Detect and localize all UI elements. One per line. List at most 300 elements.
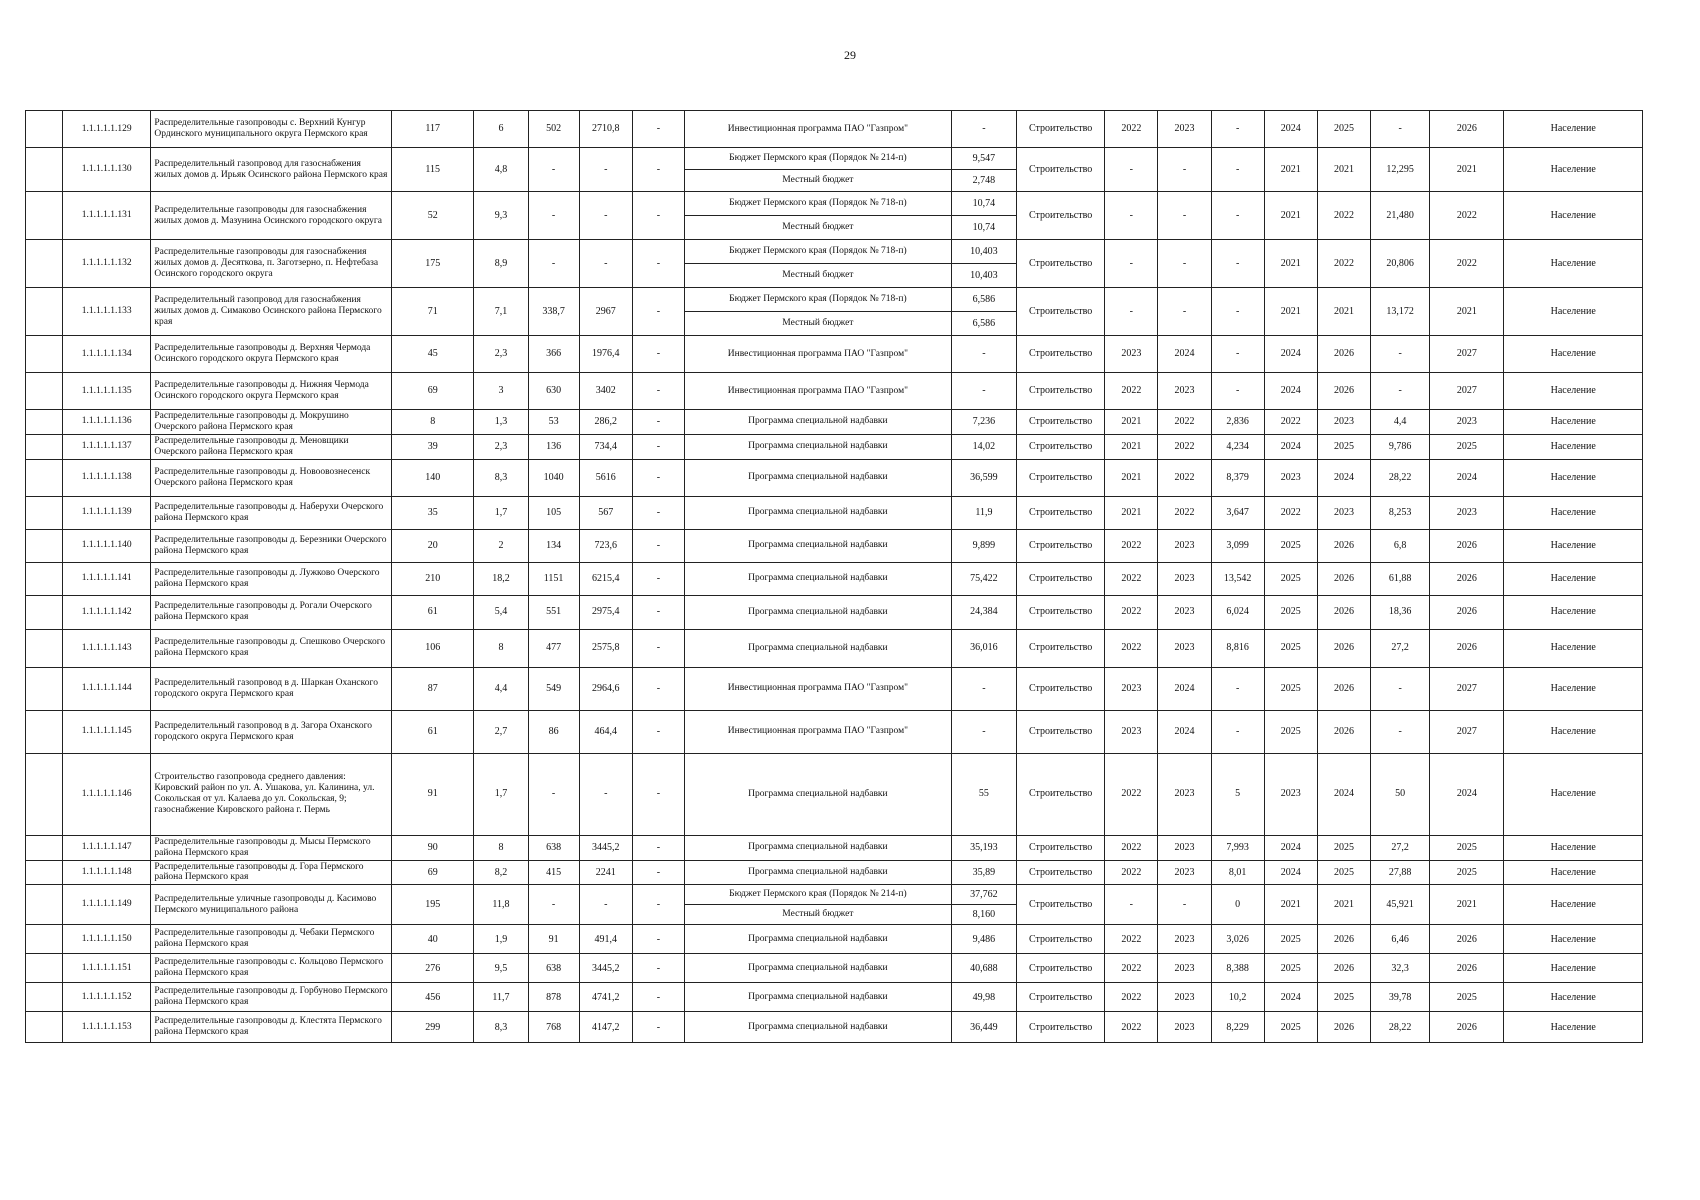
year-cell: 2022	[1105, 529, 1158, 562]
object-name: Распределительные газопроводы д. Чебаки Пермского района Пермского края	[151, 925, 392, 954]
year-cell: 2021	[1264, 240, 1317, 288]
value-cell: 1040	[528, 459, 579, 496]
value-cell: -	[632, 434, 684, 459]
consumer-category: Население	[1504, 835, 1643, 860]
value-cell: 6,024	[1211, 595, 1264, 629]
funding-amount: 7,236	[951, 410, 1016, 435]
table-row	[26, 496, 1643, 529]
value-cell: 27,2	[1371, 629, 1430, 667]
object-name: Распределительные газопроводы с. Верхний Кунгур Ординского муниципального округа Пермского края	[151, 111, 392, 148]
value-cell: -	[1371, 710, 1430, 753]
value-cell: -	[579, 148, 632, 192]
value-cell: 2,7	[474, 710, 528, 753]
value-cell: 6	[474, 111, 528, 148]
funding-source: Инвестиционная программа ПАО "Газпром"	[684, 336, 951, 373]
year-cell: 2026	[1317, 925, 1370, 954]
year-cell: 2023	[1317, 410, 1370, 435]
funding-source: Программа специальной надбавки	[684, 954, 951, 983]
consumer-category: Население	[1504, 529, 1643, 562]
year-cell: 2025	[1430, 434, 1504, 459]
object-code: 1.1.1.1.1.134	[63, 336, 151, 373]
value-cell: 1,7	[474, 753, 528, 835]
year-cell: 2025	[1317, 835, 1370, 860]
value-cell: 21,480	[1371, 192, 1430, 240]
year-cell: 2025	[1264, 562, 1317, 595]
value-cell: 8,816	[1211, 629, 1264, 667]
value-cell: 134	[528, 529, 579, 562]
row-number-cell	[26, 562, 63, 595]
object-name: Распределительные газопроводы д. Мысы Пермского района Пермского края	[151, 835, 392, 860]
funding-source: Программа специальной надбавки	[684, 434, 951, 459]
value-cell: 9,3	[474, 192, 528, 240]
year-cell: 2022	[1105, 954, 1158, 983]
value-cell: 723,6	[579, 529, 632, 562]
funding-amount: 55	[951, 753, 1016, 835]
value-cell: 1976,4	[579, 336, 632, 373]
funding-source: Программа специальной надбавки	[684, 595, 951, 629]
value-cell: -	[1371, 373, 1430, 410]
value-cell: 5616	[579, 459, 632, 496]
year-cell: 2021	[1264, 885, 1317, 925]
funding-source: Бюджет Пермского края (Порядок № 718-п)	[684, 192, 951, 216]
funding-amount: 49,98	[951, 983, 1016, 1012]
value-cell: 39	[392, 434, 474, 459]
work-type: Строительство	[1016, 111, 1104, 148]
funding-amount: 6,586	[951, 288, 1016, 312]
funding-source: Программа специальной надбавки	[684, 562, 951, 595]
row-number-cell	[26, 496, 63, 529]
object-code: 1.1.1.1.1.137	[63, 434, 151, 459]
funding-source: Программа специальной надбавки	[684, 1012, 951, 1043]
year-cell: -	[1105, 192, 1158, 240]
value-cell: 27,2	[1371, 835, 1430, 860]
year-cell: 2024	[1158, 710, 1211, 753]
value-cell: 11,7	[474, 983, 528, 1012]
table-row	[26, 667, 1643, 710]
value-cell: -	[528, 240, 579, 288]
table-row	[26, 710, 1643, 753]
value-cell: 0	[1211, 885, 1264, 925]
value-cell: 115	[392, 148, 474, 192]
year-cell: 2022	[1105, 753, 1158, 835]
value-cell: -	[632, 885, 684, 925]
value-cell: 40	[392, 925, 474, 954]
value-cell: 5,4	[474, 595, 528, 629]
value-cell: 39,78	[1371, 983, 1430, 1012]
consumer-category: Население	[1504, 667, 1643, 710]
work-type: Строительство	[1016, 410, 1104, 435]
object-code: 1.1.1.1.1.142	[63, 595, 151, 629]
consumer-category: Население	[1504, 111, 1643, 148]
object-code: 1.1.1.1.1.138	[63, 459, 151, 496]
table-row	[26, 336, 1643, 373]
work-type: Строительство	[1016, 1012, 1104, 1043]
year-cell: 2022	[1105, 629, 1158, 667]
value-cell: 6,8	[1371, 529, 1430, 562]
table-row	[26, 192, 1643, 216]
year-cell: 2023	[1264, 753, 1317, 835]
object-code: 1.1.1.1.1.149	[63, 885, 151, 925]
funding-amount: 6,586	[951, 312, 1016, 336]
year-cell: -	[1158, 885, 1211, 925]
value-cell: 4741,2	[579, 983, 632, 1012]
value-cell: 86	[528, 710, 579, 753]
value-cell: -	[579, 753, 632, 835]
table-row	[26, 835, 1643, 860]
funding-amount: 9,547	[951, 148, 1016, 170]
funding-source: Инвестиционная программа ПАО "Газпром"	[684, 111, 951, 148]
year-cell: 2023	[1158, 954, 1211, 983]
value-cell: 549	[528, 667, 579, 710]
year-cell: 2024	[1264, 835, 1317, 860]
work-type: Строительство	[1016, 562, 1104, 595]
value-cell: 2,836	[1211, 410, 1264, 435]
year-cell: 2026	[1317, 595, 1370, 629]
consumer-category: Население	[1504, 1012, 1643, 1043]
object-name: Распределительные газопроводы для газоснабжения жилых домов д. Десяткова, п. Заготзерно, п. Нефтебаза Осинского городского округа	[151, 240, 392, 288]
year-cell: 2026	[1317, 373, 1370, 410]
funding-amount: 35,193	[951, 835, 1016, 860]
consumer-category: Население	[1504, 629, 1643, 667]
value-cell: 2	[474, 529, 528, 562]
year-cell: 2024	[1158, 336, 1211, 373]
year-cell: 2026	[1317, 629, 1370, 667]
value-cell: 2964,6	[579, 667, 632, 710]
year-cell: 2021	[1430, 288, 1504, 336]
value-cell: 20	[392, 529, 474, 562]
value-cell: 136	[528, 434, 579, 459]
value-cell: 9,786	[1371, 434, 1430, 459]
year-cell: 2021	[1430, 148, 1504, 192]
value-cell: 2,3	[474, 336, 528, 373]
object-name: Строительство газопровода среднего давления: Кировский район по ул. А. Ушакова, ул. Калинина, ул. Сокольская от ул. Калаева до ул. Сокольская, 9; газоснабжение Кировского района г. Пермь	[151, 753, 392, 835]
value-cell: 8,3	[474, 459, 528, 496]
value-cell: 2967	[579, 288, 632, 336]
year-cell: 2022	[1105, 562, 1158, 595]
table-row	[26, 954, 1643, 983]
year-cell: 2022	[1105, 111, 1158, 148]
row-number-cell	[26, 459, 63, 496]
value-cell: 551	[528, 595, 579, 629]
year-cell: 2022	[1264, 496, 1317, 529]
funding-amount: -	[951, 336, 1016, 373]
value-cell: 69	[392, 373, 474, 410]
object-name: Распределительные газопроводы д. Верхняя Чермода Осинского городского округа Пермского края	[151, 336, 392, 373]
value-cell: -	[632, 1012, 684, 1043]
value-cell: 8,2	[474, 860, 528, 885]
work-type: Строительство	[1016, 753, 1104, 835]
year-cell: 2025	[1264, 595, 1317, 629]
value-cell: -	[1211, 710, 1264, 753]
consumer-category: Население	[1504, 459, 1643, 496]
funding-amount: -	[951, 667, 1016, 710]
value-cell: 71	[392, 288, 474, 336]
year-cell: 2026	[1317, 1012, 1370, 1043]
value-cell: 8	[474, 835, 528, 860]
consumer-category: Население	[1504, 192, 1643, 240]
value-cell: 13,542	[1211, 562, 1264, 595]
value-cell: 5	[1211, 753, 1264, 835]
row-number-cell	[26, 983, 63, 1012]
value-cell: -	[1211, 148, 1264, 192]
row-number-cell	[26, 925, 63, 954]
work-type: Строительство	[1016, 288, 1104, 336]
value-cell: 195	[392, 885, 474, 925]
year-cell: 2023	[1158, 925, 1211, 954]
year-cell: 2025	[1317, 860, 1370, 885]
funding-amount: -	[951, 111, 1016, 148]
value-cell: 502	[528, 111, 579, 148]
table-row	[26, 410, 1643, 435]
object-name: Распределительные газопроводы д. Новоовознесенск Очерского района Пермского края	[151, 459, 392, 496]
funding-amount: 40,688	[951, 954, 1016, 983]
year-cell: 2026	[1430, 111, 1504, 148]
year-cell: 2025	[1264, 925, 1317, 954]
value-cell: 69	[392, 860, 474, 885]
year-cell: 2022	[1264, 410, 1317, 435]
consumer-category: Население	[1504, 753, 1643, 835]
consumer-category: Население	[1504, 336, 1643, 373]
object-code: 1.1.1.1.1.139	[63, 496, 151, 529]
year-cell: 2022	[1105, 373, 1158, 410]
year-cell: -	[1158, 192, 1211, 240]
value-cell: -	[632, 835, 684, 860]
object-name: Распределительные газопроводы д. Мокрушино Очерского района Пермского края	[151, 410, 392, 435]
year-cell: 2024	[1158, 667, 1211, 710]
value-cell: -	[632, 595, 684, 629]
consumer-category: Население	[1504, 562, 1643, 595]
row-number-cell	[26, 434, 63, 459]
value-cell: 3,026	[1211, 925, 1264, 954]
row-number-cell	[26, 240, 63, 288]
value-cell: 3,647	[1211, 496, 1264, 529]
table-row	[26, 148, 1643, 170]
value-cell: 90	[392, 835, 474, 860]
work-type: Строительство	[1016, 496, 1104, 529]
year-cell: 2025	[1264, 629, 1317, 667]
year-cell: 2026	[1317, 710, 1370, 753]
funding-amount: 36,599	[951, 459, 1016, 496]
funding-amount: 37,762	[951, 885, 1016, 905]
object-name: Распределительные газопроводы д. Спешково Очерского района Пермского края	[151, 629, 392, 667]
value-cell: 4,4	[474, 667, 528, 710]
table-row	[26, 434, 1643, 459]
year-cell: 2025	[1317, 111, 1370, 148]
value-cell: 106	[392, 629, 474, 667]
value-cell: 35	[392, 496, 474, 529]
object-name: Распределительный газопровод для газоснабжения жилых домов д. Симаково Осинского района Пермского края	[151, 288, 392, 336]
work-type: Строительство	[1016, 925, 1104, 954]
value-cell: 105	[528, 496, 579, 529]
work-type: Строительство	[1016, 629, 1104, 667]
funding-amount: 11,9	[951, 496, 1016, 529]
value-cell: 175	[392, 240, 474, 288]
funding-source: Программа специальной надбавки	[684, 496, 951, 529]
year-cell: 2025	[1264, 710, 1317, 753]
year-cell: 2027	[1430, 336, 1504, 373]
table-row	[26, 562, 1643, 595]
year-cell: 2026	[1317, 336, 1370, 373]
value-cell: 491,4	[579, 925, 632, 954]
value-cell: 18,36	[1371, 595, 1430, 629]
table-row	[26, 373, 1643, 410]
value-cell: -	[632, 288, 684, 336]
year-cell: 2022	[1105, 1012, 1158, 1043]
work-type: Строительство	[1016, 835, 1104, 860]
value-cell: 12,295	[1371, 148, 1430, 192]
year-cell: 2023	[1158, 753, 1211, 835]
year-cell: 2026	[1317, 667, 1370, 710]
value-cell: 91	[392, 753, 474, 835]
value-cell: 734,4	[579, 434, 632, 459]
year-cell: 2025	[1264, 954, 1317, 983]
year-cell: 2026	[1430, 629, 1504, 667]
object-name: Распределительные газопроводы д. Березники Очерского района Пермского края	[151, 529, 392, 562]
object-name: Распределительный газопровод в д. Загора Оханского городского округа Пермского края	[151, 710, 392, 753]
year-cell: 2024	[1264, 373, 1317, 410]
year-cell: 2026	[1430, 954, 1504, 983]
value-cell: -	[1371, 667, 1430, 710]
year-cell: 2024	[1317, 459, 1370, 496]
funding-amount: 75,422	[951, 562, 1016, 595]
year-cell: 2024	[1264, 434, 1317, 459]
object-code: 1.1.1.1.1.150	[63, 925, 151, 954]
funding-amount: 2,748	[951, 170, 1016, 192]
year-cell: 2023	[1158, 983, 1211, 1012]
work-type: Строительство	[1016, 373, 1104, 410]
funding-amount: 10,74	[951, 192, 1016, 216]
value-cell: -	[528, 753, 579, 835]
value-cell: -	[632, 459, 684, 496]
value-cell: 8,3	[474, 1012, 528, 1043]
value-cell: 276	[392, 954, 474, 983]
value-cell: 52	[392, 192, 474, 240]
year-cell: 2025	[1264, 667, 1317, 710]
value-cell: -	[632, 529, 684, 562]
year-cell: 2022	[1105, 595, 1158, 629]
row-number-cell	[26, 954, 63, 983]
gasification-table	[25, 110, 1643, 1043]
value-cell: 464,4	[579, 710, 632, 753]
value-cell: -	[579, 240, 632, 288]
row-number-cell	[26, 192, 63, 240]
object-code: 1.1.1.1.1.143	[63, 629, 151, 667]
funding-source: Программа специальной надбавки	[684, 529, 951, 562]
value-cell: 1,7	[474, 496, 528, 529]
funding-amount: 14,02	[951, 434, 1016, 459]
year-cell: 2021	[1105, 434, 1158, 459]
value-cell: -	[1211, 336, 1264, 373]
value-cell: -	[632, 710, 684, 753]
year-cell: -	[1105, 240, 1158, 288]
work-type: Строительство	[1016, 667, 1104, 710]
value-cell: -	[1371, 111, 1430, 148]
consumer-category: Население	[1504, 983, 1643, 1012]
value-cell: 117	[392, 111, 474, 148]
value-cell: 1151	[528, 562, 579, 595]
table-row	[26, 595, 1643, 629]
year-cell: 2021	[1317, 288, 1370, 336]
value-cell: 1,9	[474, 925, 528, 954]
year-cell: -	[1105, 148, 1158, 192]
value-cell: -	[528, 192, 579, 240]
year-cell: 2024	[1430, 459, 1504, 496]
value-cell: 61	[392, 710, 474, 753]
year-cell: -	[1105, 288, 1158, 336]
work-type: Строительство	[1016, 595, 1104, 629]
object-code: 1.1.1.1.1.131	[63, 192, 151, 240]
value-cell: 11,8	[474, 885, 528, 925]
year-cell: 2024	[1264, 983, 1317, 1012]
row-number-cell	[26, 1012, 63, 1043]
object-code: 1.1.1.1.1.133	[63, 288, 151, 336]
funding-source: Инвестиционная программа ПАО "Газпром"	[684, 710, 951, 753]
value-cell: -	[632, 373, 684, 410]
value-cell: -	[1211, 240, 1264, 288]
value-cell: -	[1371, 336, 1430, 373]
value-cell: -	[632, 753, 684, 835]
funding-amount: -	[951, 373, 1016, 410]
work-type: Строительство	[1016, 885, 1104, 925]
funding-source: Программа специальной надбавки	[684, 629, 951, 667]
year-cell: 2024	[1430, 753, 1504, 835]
year-cell: 2023	[1430, 496, 1504, 529]
year-cell: 2024	[1264, 336, 1317, 373]
object-code: 1.1.1.1.1.129	[63, 111, 151, 148]
year-cell: 2021	[1317, 885, 1370, 925]
consumer-category: Население	[1504, 885, 1643, 925]
value-cell: 13,172	[1371, 288, 1430, 336]
value-cell: -	[632, 336, 684, 373]
object-name: Распределительные газопроводы д. Меновщики Очерского района Пермского края	[151, 434, 392, 459]
funding-source: Бюджет Пермского края (Порядок № 718-п)	[684, 240, 951, 264]
funding-source: Бюджет Пермского края (Порядок № 214-п)	[684, 885, 951, 905]
year-cell: 2021	[1264, 192, 1317, 240]
value-cell: -	[632, 496, 684, 529]
year-cell: 2022	[1158, 434, 1211, 459]
value-cell: 45,921	[1371, 885, 1430, 925]
value-cell: 2710,8	[579, 111, 632, 148]
value-cell: -	[632, 148, 684, 192]
value-cell: 338,7	[528, 288, 579, 336]
value-cell: 878	[528, 983, 579, 1012]
year-cell: 2026	[1317, 529, 1370, 562]
row-number-cell	[26, 835, 63, 860]
row-number-cell	[26, 753, 63, 835]
year-cell: 2023	[1158, 629, 1211, 667]
value-cell: 32,3	[1371, 954, 1430, 983]
year-cell: 2025	[1264, 529, 1317, 562]
value-cell: -	[1211, 192, 1264, 240]
year-cell: 2023	[1158, 111, 1211, 148]
value-cell: 8	[392, 410, 474, 435]
table-row	[26, 459, 1643, 496]
year-cell: 2027	[1430, 667, 1504, 710]
year-cell: -	[1158, 148, 1211, 192]
object-code: 1.1.1.1.1.144	[63, 667, 151, 710]
consumer-category: Население	[1504, 148, 1643, 192]
year-cell: 2024	[1264, 111, 1317, 148]
row-number-cell	[26, 148, 63, 192]
row-number-cell	[26, 860, 63, 885]
funding-source: Программа специальной надбавки	[684, 860, 951, 885]
object-name: Распределительные газопроводы д. Нижняя Чермода Осинского городского округа Пермского края	[151, 373, 392, 410]
year-cell: 2023	[1317, 496, 1370, 529]
consumer-category: Население	[1504, 860, 1643, 885]
year-cell: -	[1105, 885, 1158, 925]
value-cell: 2975,4	[579, 595, 632, 629]
work-type: Строительство	[1016, 954, 1104, 983]
